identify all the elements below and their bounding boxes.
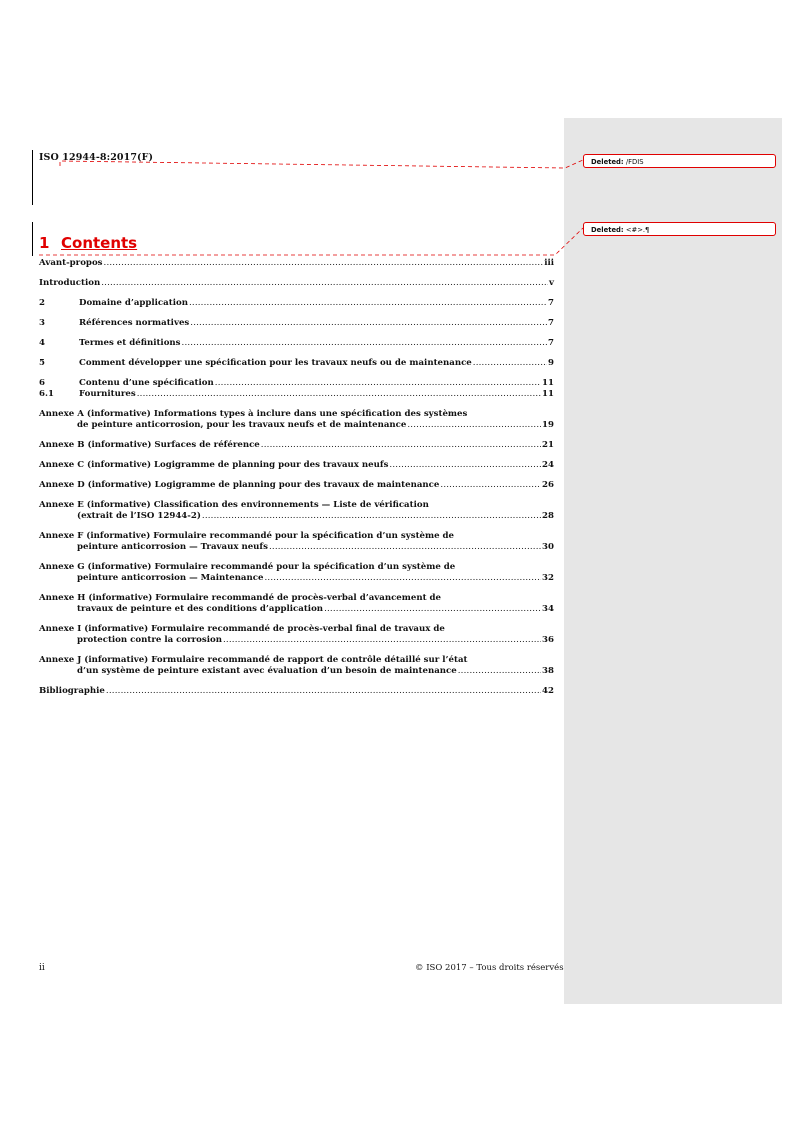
toc-dot-leader <box>104 258 544 269</box>
toc-entry[interactable] <box>39 460 554 471</box>
toc-entry-title: Références normatives <box>79 318 190 328</box>
table-of-contents <box>39 258 554 706</box>
toc-dot-leader <box>223 635 541 646</box>
toc-dot-leader <box>269 542 541 553</box>
comment-balloon[interactable] <box>583 222 776 236</box>
toc-dot-leader <box>215 378 541 389</box>
toc-dot-leader <box>202 511 541 522</box>
toc-entry-number: 4 <box>39 338 45 348</box>
toc-dot-leader <box>264 573 541 584</box>
toc-entry-page: 9 <box>548 358 554 368</box>
toc-dot-leader <box>440 480 541 491</box>
toc-entry[interactable] <box>39 686 554 697</box>
toc-entry-page: 32 <box>542 573 554 583</box>
toc-entry-title: Termes et définitions <box>79 338 181 348</box>
toc-entry-page: 21 <box>542 440 554 450</box>
toc-entry-title: travaux de peinture et des conditions d’application <box>77 604 324 614</box>
change-bar <box>32 150 33 205</box>
toc-dot-leader <box>189 298 547 309</box>
toc-entry-title: Annexe J (informative) Formulaire recommandé de rapport de contrôle détaillé sur l’état <box>39 655 468 665</box>
contents-heading <box>39 234 137 252</box>
toc-dot-leader <box>473 358 547 369</box>
footer-page-number: ii <box>39 963 45 973</box>
toc-entry-title: Contenu d’une spécification <box>79 378 214 388</box>
toc-entry-title: Annexe D (informative) Logigramme de planning pour des travaux de maintenance <box>39 480 440 490</box>
toc-entry-page: 7 <box>548 338 554 348</box>
toc-dot-leader <box>137 389 541 400</box>
toc-entry[interactable] <box>39 593 554 615</box>
toc-dot-leader <box>407 420 541 431</box>
toc-entry-page: 7 <box>548 318 554 328</box>
toc-entry-title: Introduction <box>39 278 101 288</box>
toc-entry[interactable] <box>39 318 554 329</box>
toc-entry-page: 24 <box>542 460 554 470</box>
toc-entry-page: 11 <box>542 378 554 388</box>
toc-entry-title: Annexe H (informative) Formulaire recommandé de procès-verbal d’avancement de <box>39 593 442 603</box>
toc-entry-title: Annexe I (informative) Formulaire recommandé de procès-verbal final de travaux de <box>39 624 445 634</box>
toc-entry-title: Annexe G (informative) Formulaire recommandé pour la spécification d’un système de <box>39 562 456 572</box>
comments-pane <box>564 118 782 1004</box>
toc-dot-leader <box>324 604 541 615</box>
toc-entry-page: iii <box>544 258 554 268</box>
toc-entry-title: Fournitures <box>79 389 136 399</box>
toc-entry-title: Annexe B (informative) Surfaces de référence <box>39 440 260 450</box>
heading-number: 1 <box>39 234 50 252</box>
toc-entry-page: 42 <box>542 686 554 696</box>
toc-entry[interactable] <box>39 338 554 349</box>
toc-entry-number: 6.1 <box>39 389 54 399</box>
toc-entry-title: Annexe E (informative) Classification des environnements — Liste de vérification <box>39 500 429 510</box>
toc-entry[interactable] <box>39 258 554 269</box>
toc-entry-title: de peinture anticorrosion, pour les travaux neufs et de maintenance <box>77 420 407 430</box>
toc-entry-title: Comment développer une spécification pour les travaux neufs ou de maintenance <box>79 358 472 368</box>
toc-dot-leader <box>190 318 547 329</box>
change-bar <box>32 222 33 256</box>
toc-entry-page: 38 <box>542 666 554 676</box>
toc-entry[interactable] <box>39 409 554 431</box>
toc-entry[interactable] <box>39 624 554 646</box>
toc-entry-page: 28 <box>542 511 554 521</box>
toc-dot-leader <box>106 686 541 697</box>
toc-entry[interactable] <box>39 389 554 400</box>
toc-entry-title: Avant-propos <box>39 258 103 268</box>
toc-entry-number: 2 <box>39 298 45 308</box>
heading-title: Contents <box>61 234 138 252</box>
toc-dot-leader <box>101 278 548 289</box>
toc-entry-number: 5 <box>39 358 45 368</box>
toc-entry[interactable] <box>39 562 554 584</box>
toc-dot-leader <box>458 666 541 677</box>
toc-entry[interactable] <box>39 531 554 553</box>
toc-entry-page: v <box>549 278 554 288</box>
toc-entry[interactable] <box>39 358 554 369</box>
balloon-text: <#>.¶ <box>625 226 650 234</box>
toc-entry[interactable] <box>39 298 554 309</box>
toc-entry-page: 34 <box>542 604 554 614</box>
toc-entry-number: 3 <box>39 318 45 328</box>
comment-balloon[interactable] <box>583 154 776 168</box>
toc-entry-title: peinture anticorrosion — Maintenance <box>77 573 264 583</box>
header-prefix: ISO <box>39 152 59 163</box>
balloon-label: Deleted: <box>591 158 624 166</box>
toc-entry-title: protection contre la corrosion <box>77 635 222 645</box>
toc-entry-title: (extrait de l’ISO 12944-2) <box>77 511 201 521</box>
toc-entry-page: 26 <box>542 480 554 490</box>
balloon-text: /FDIS <box>625 158 644 166</box>
toc-entry-page: 30 <box>542 542 554 552</box>
toc-entry-title: Annexe A (informative) Informations types à inclure dans une spécification des systèmes <box>39 409 468 419</box>
toc-entry-page: 19 <box>542 420 554 430</box>
toc-entry-title: Annexe F (informative) Formulaire recommandé pour la spécification d’un système de <box>39 531 455 541</box>
toc-dot-leader <box>389 460 541 471</box>
toc-entry-title: Bibliographie <box>39 686 105 696</box>
toc-entry[interactable] <box>39 278 554 289</box>
toc-entry-number: 6 <box>39 378 45 388</box>
footer-copyright: © ISO 2017 – Tous droits réservés <box>415 963 564 973</box>
toc-entry-page: 36 <box>542 635 554 645</box>
toc-entry[interactable] <box>39 440 554 451</box>
toc-entry[interactable] <box>39 480 554 491</box>
toc-entry-title: Annexe C (informative) Logigramme de planning pour des travaux neufs <box>39 460 389 470</box>
balloon-label: Deleted: <box>591 226 624 234</box>
toc-entry-title: peinture anticorrosion — Travaux neufs <box>77 542 268 552</box>
header-deleted-text: 12944-8:2017(F) <box>58 152 154 163</box>
toc-dot-leader <box>182 338 548 349</box>
toc-entry-page: 7 <box>548 298 554 308</box>
toc-entry-title: d’un système de peinture existant avec évaluation d’un besoin de maintenance <box>77 666 457 676</box>
toc-entry[interactable] <box>39 378 554 389</box>
toc-entry-page: 11 <box>542 389 554 399</box>
toc-entry[interactable] <box>39 500 554 522</box>
toc-entry-title: Domaine d’application <box>79 298 188 308</box>
toc-entry[interactable] <box>39 655 554 677</box>
toc-dot-leader <box>261 440 541 451</box>
page-header <box>39 152 153 163</box>
